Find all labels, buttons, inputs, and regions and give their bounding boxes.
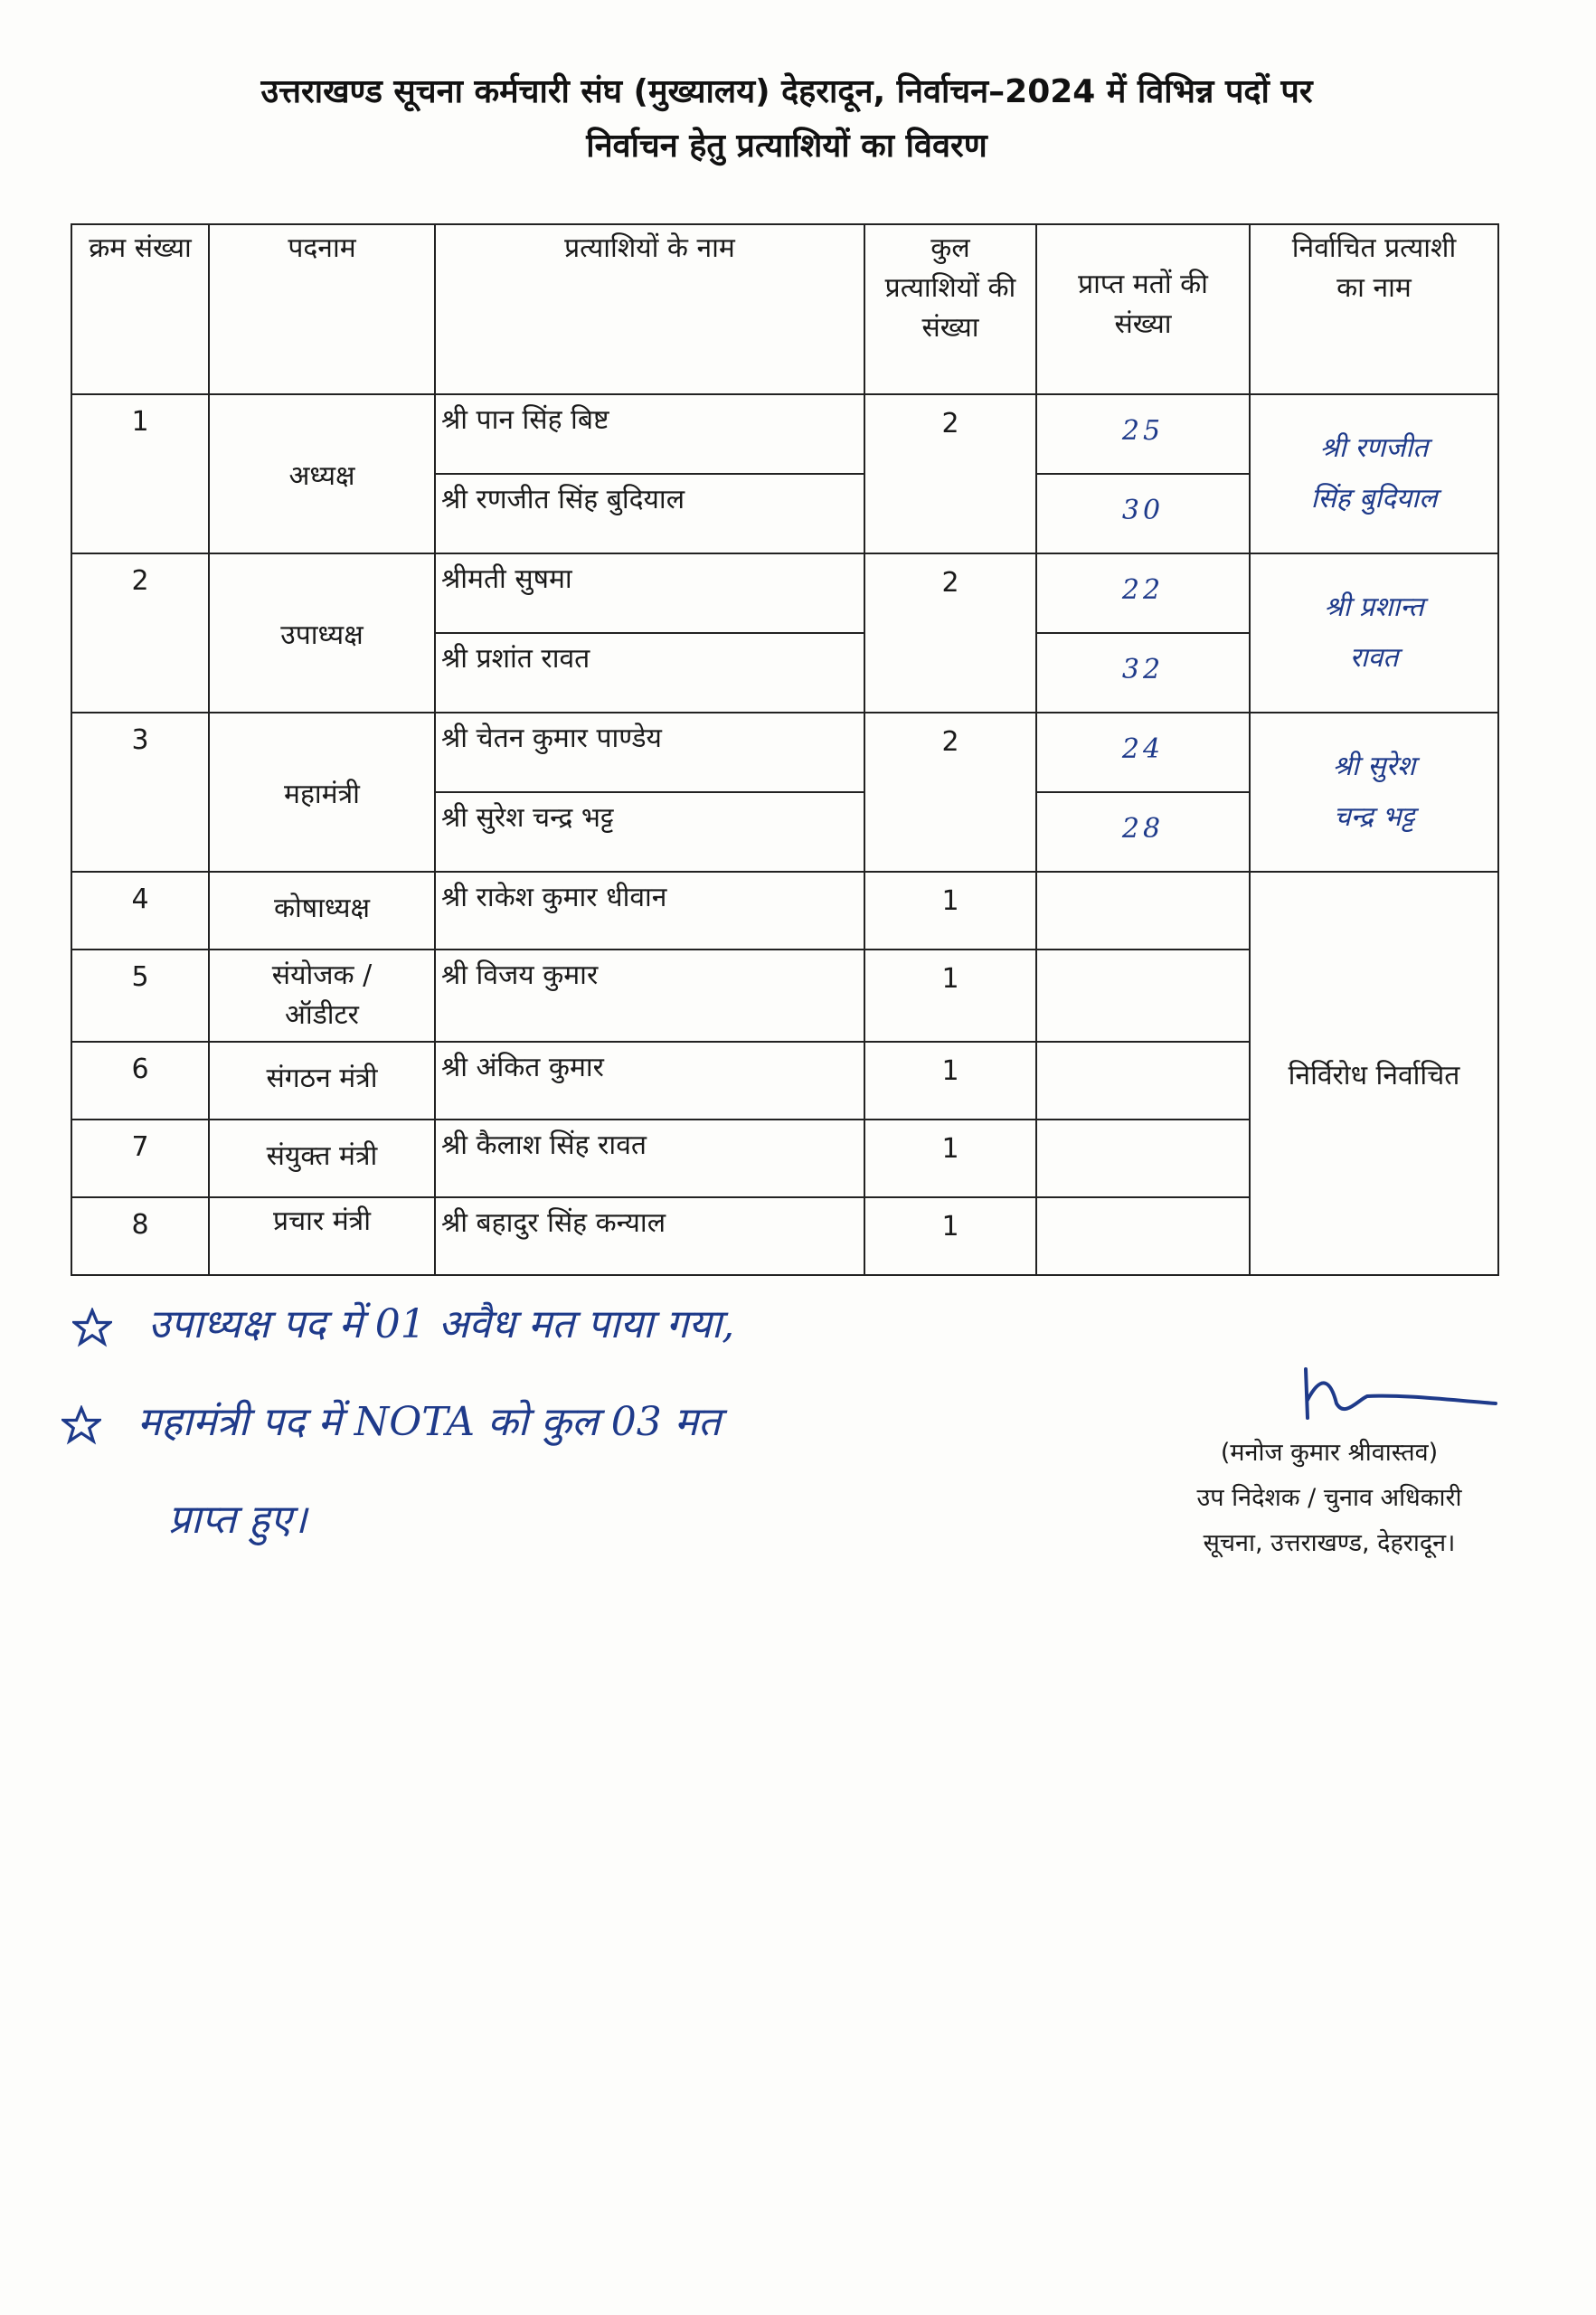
note-text-2: महामंत्री पद में NOTA को कुल 03 मत [137,1399,722,1445]
post-cell: अध्यक्ष [209,394,435,553]
header-elected-line-1: निर्वाचित प्रत्याशी [1291,232,1457,264]
post-cell: संगठन मंत्री [209,1042,435,1120]
star-icon [72,1308,112,1347]
votes-cell: 25 [1036,394,1250,474]
total-cell: 1 [864,872,1036,950]
serial-cell: 7 [71,1120,209,1197]
elected-line-1: श्री सुरेश [1332,751,1416,782]
elected-line-2: रावत [1349,642,1399,674]
signatory-office: सूचना, उत्तराखण्ड, देहरादून। [1203,1529,1456,1557]
votes-cell-empty [1036,1120,1250,1197]
document-title [118,65,1456,174]
header-serial: क्रम संख्या [71,224,209,394]
signatory-designation: उप निदेशक / चुनाव अधिकारी [1196,1484,1462,1512]
serial-cell: 4 [71,872,209,950]
post-cell: प्रचार मंत्री [209,1197,435,1275]
votes-cell: 30 [1036,474,1250,553]
header-votes-line-1: प्राप्त मतों की [1078,269,1208,300]
total-cell: 1 [864,1042,1036,1120]
header-total [864,224,1036,394]
header-candidates: प्रत्याशियों के नाम [435,224,864,394]
elected-line-1: श्री रणजीत [1319,432,1429,464]
title-line-2: निर्वाचन हेतु प्रत्याशियों का विवरण [586,128,987,165]
header-total-line-3: संख्या [921,312,979,344]
table-row [71,872,1498,950]
candidate-cell: श्री अंकित कुमार [435,1042,864,1120]
votes-cell-empty [1036,1197,1250,1275]
title-line-1: उत्तराखण्ड सूचना कर्मचारी संघ (मुख्यालय) देहरादून, निर्वाचन–2024 में विभिन्न पदों पर [260,73,1313,110]
votes-cell: 24 [1036,713,1250,792]
star-icon [61,1405,101,1445]
candidate-cell: श्री कैलाश सिंह रावत [435,1120,864,1197]
total-cell: 1 [864,1120,1036,1197]
elected-cell [1250,713,1498,872]
signature-mark [1295,1364,1503,1436]
table-row [71,394,1498,474]
header-total-line-1: कुल [930,232,970,264]
serial-cell: 5 [71,950,209,1042]
signatory-block [1157,1431,1501,1566]
post-cell: उपाध्यक्ष [209,553,435,713]
serial-cell: 8 [71,1197,209,1275]
votes-cell: 28 [1036,792,1250,872]
total-cell: 2 [864,713,1036,872]
header-row [71,224,1498,394]
serial-cell: 6 [71,1042,209,1120]
post-line-2: ऑडीटर [285,999,359,1031]
votes-cell: 32 [1036,633,1250,713]
header-total-line-2: प्रत्याशियों की [884,272,1016,304]
candidates-table [71,223,1499,1276]
header-elected-line-2: का नाम [1336,272,1412,304]
note-nota [61,1393,721,1447]
table-row [71,553,1498,633]
candidate-cell: श्री प्रशांत रावत [435,633,864,713]
note-invalid-vote [72,1295,734,1349]
total-cell: 2 [864,553,1036,713]
elected-cell [1250,553,1498,713]
serial-cell: 3 [71,713,209,872]
votes-cell-empty [1036,872,1250,950]
note-nota-continued: प्राप्त हुए। [168,1497,307,1543]
post-line-1: संयोजक / [271,959,373,991]
candidate-cell: श्री राकेश कुमार धीवान [435,872,864,950]
candidate-cell: श्री पान सिंह बिष्ट [435,394,864,474]
candidate-cell: श्री सुरेश चन्द्र भट्ट [435,792,864,872]
header-post: पदनाम [209,224,435,394]
elected-line-2: चन्द्र भट्ट [1333,801,1415,833]
unopposed-label: निर्विरोध निर्वाचित [1250,872,1498,1275]
post-cell: महामंत्री [209,713,435,872]
votes-cell-empty [1036,950,1250,1042]
header-elected [1250,224,1498,394]
post-cell [209,950,435,1042]
total-cell: 1 [864,950,1036,1042]
serial-cell: 2 [71,553,209,713]
elected-line-1: श्री प्रशान्त [1324,591,1424,623]
header-votes [1036,224,1250,394]
votes-cell: 22 [1036,553,1250,633]
elected-cell [1250,394,1498,553]
elected-line-2: सिंह बुदियाल [1310,483,1438,515]
candidate-cell: श्री विजय कुमार [435,950,864,1042]
total-cell: 1 [864,1197,1036,1275]
candidate-cell: श्री बहादुर सिंह कन्याल [435,1197,864,1275]
post-cell: संयुक्त मंत्री [209,1120,435,1197]
note-text-1: उपाध्यक्ष पद में 01 अवैध मत पाया गया, [148,1301,735,1347]
candidate-cell: श्री रणजीत सिंह बुदियाल [435,474,864,553]
total-cell: 2 [864,394,1036,553]
votes-cell-empty [1036,1042,1250,1120]
candidate-cell: श्री चेतन कुमार पाण्डेय [435,713,864,792]
signatory-name: (मनोज कुमार श्रीवास्तव) [1220,1439,1439,1467]
candidate-cell: श्रीमती सुषमा [435,553,864,633]
table-row [71,713,1498,792]
serial-cell: 1 [71,394,209,553]
header-votes-line-2: संख्या [1114,308,1172,340]
post-cell: कोषाध्यक्ष [209,872,435,950]
